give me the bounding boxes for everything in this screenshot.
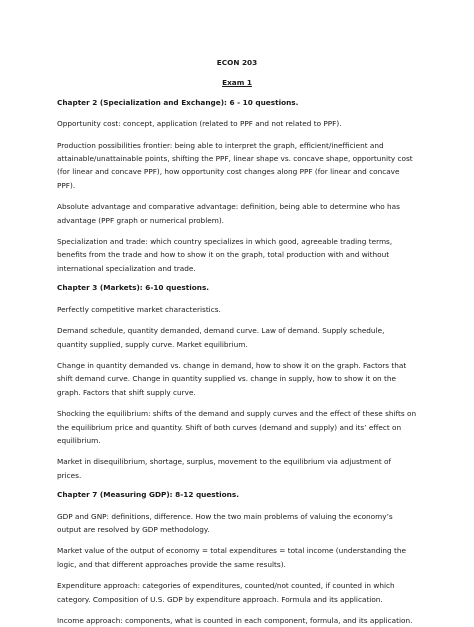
paragraph: Market value of the output of economy = total expenditures = total income (understanding the logic, and that different approaches provide the same results).	[57, 546, 406, 569]
paragraph: GDP and GNP: definitions, difference. How the two main problems of valuing the economy’s output are resolved by GDP methodology.	[57, 511, 393, 534]
paragraph: Specialization and trade: which country specializes in which good, agreeable trading terms, benefits from the trade and how to show it on the graph, total production with and without international specialization and trade.	[57, 237, 393, 273]
paragraph: Absolute advantage and comparative advantage: definition, being able to determine who has advantage (PPF graph or numerical problem).	[57, 202, 400, 225]
paragraph: Shocking the equilibrium: shifts of the demand and supply curves and the effect of these shifts on the equilibrium price and quantity. Shift of both curves (demand and supply) and its’ effect on equilibrium.	[57, 409, 417, 445]
section-heading-chapter-7: Chapter 7 (Measuring GDP): 8-12 questions.	[57, 490, 239, 500]
paragraph: Change in quantity demanded vs. change in demand, how to show it on the graph. Factors that shift demand curve. Change in quantity supplied vs. change in supply, how to show it on the graph. Factors that shift supply curve.	[57, 360, 407, 397]
document-content	[57, 56, 417, 627]
document-title: ECON 203	[216, 58, 258, 67]
section-heading-chapter-3: Chapter 3 (Markets): 6-10 questions.	[57, 283, 210, 293]
paragraph: Production possibilities frontier: being able to interpret the graph, efficient/inefficient and attainable/unattainable points, shifting the PPF, linear shape vs. concave shape, opportunity cost (for linear and concave PPF), how opportunity cost changes along PPF (for linear and concave PPF).	[57, 140, 413, 190]
paragraph: Income approach: components, what is counted in each component, formula, and its application.	[57, 616, 413, 625]
paragraph: Perfectly competitive market characteristics.	[57, 304, 221, 314]
paragraph: Market in disequilibrium, shortage, surplus, movement to the equilibrium via adjustment of prices.	[57, 457, 392, 480]
paragraph: Opportunity cost: concept, application (related to PPF and not related to PPF).	[57, 119, 342, 129]
paragraph: Expenditure approach: categories of expenditures, counted/not counted, if counted in which category. Composition of U.S. GDP by expenditure approach. Formula and its application.	[57, 581, 395, 604]
document-subtitle: Exam 1	[222, 78, 252, 88]
section-heading-chapter-2: Chapter 2 (Specialization and Exchange): 6 - 10 questions.	[57, 97, 299, 107]
paragraph: Demand schedule, quantity demanded, demand curve. Law of demand. Supply schedule, quantity supplied, supply curve. Market equilibrium.	[57, 326, 385, 349]
